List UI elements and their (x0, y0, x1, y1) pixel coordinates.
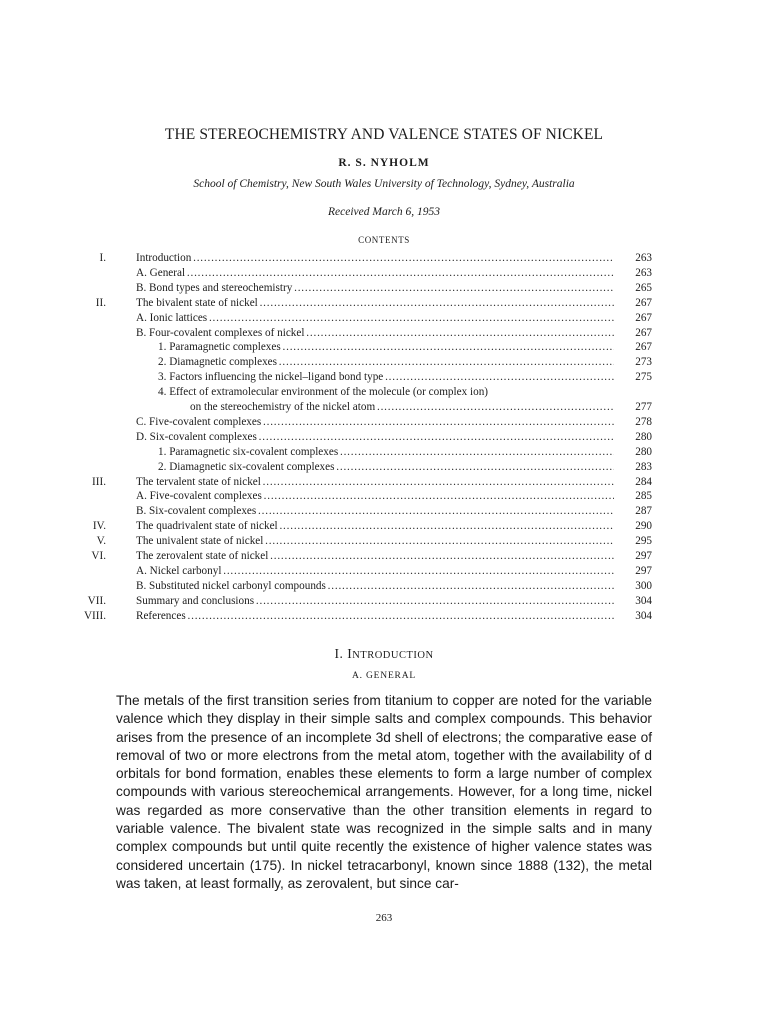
toc-row (0, 519, 768, 534)
toc-row-title: A. Ionic lattices . . . (136, 311, 614, 326)
toc-row-title: 4. Effect of extramolecular environment of the molecule (or complex ion) (158, 386, 489, 399)
contents-heading: CONTENTS (358, 235, 410, 245)
toc-row-page: 265 (635, 281, 652, 294)
toc-row (0, 489, 768, 504)
toc-row (0, 281, 768, 296)
subsection-heading: A. GENERAL (352, 671, 416, 681)
toc-row-title: Summary and conclusions . . . (136, 594, 614, 609)
toc-row-title: B. Bond types and stereochemistry . . . (136, 281, 614, 296)
toc-row-title: B. Six-covalent complexes . . . (136, 504, 614, 519)
toc-row-page: 295 (635, 535, 652, 548)
section-heading: I. INTRODUCTION (334, 646, 434, 661)
page-number: 263 (375, 912, 393, 924)
toc-row (0, 266, 768, 281)
toc-row (0, 534, 768, 549)
toc-row-page: 290 (635, 520, 652, 533)
toc-row-page: 263 (635, 252, 652, 264)
toc-row (0, 549, 768, 564)
toc-row-title: on the stereochemistry of the nickel atom . . . (190, 400, 614, 415)
toc-row-page: 267 (635, 311, 652, 324)
toc-row-page: 280 (635, 430, 652, 443)
toc-row-title: A. General . . . (136, 266, 614, 281)
toc-row (0, 326, 768, 341)
toc-row-page: 297 (635, 564, 652, 577)
toc-row-page: 267 (635, 341, 652, 354)
toc-row (0, 340, 768, 355)
toc-row (0, 355, 768, 370)
toc-row (0, 415, 768, 430)
toc-row (0, 594, 768, 609)
toc-row-title: The bivalent state of nickel . . . (136, 296, 614, 311)
toc-row-title: C. Five-covalent complexes . . . (136, 415, 614, 430)
toc-row-page: 277 (635, 401, 652, 413)
toc-row-title: B. Four-covalent complexes of nickel . . . (136, 326, 614, 341)
toc-row-number: III. (92, 475, 106, 488)
toc-row-title: 2. Diamagnetic six-covalent complexes . . . (158, 460, 614, 475)
toc-row-number: VI. (91, 550, 106, 562)
toc-row-page: 300 (635, 579, 652, 592)
received-date: Received March 6, 1953 (328, 206, 440, 218)
toc-row (0, 370, 768, 385)
toc-row (0, 400, 768, 415)
toc-row-title: The quadrivalent state of nickel . . . (136, 519, 614, 534)
toc-row-page: 267 (635, 296, 652, 309)
author-affiliation: School of Chemistry, New South Wales University of Technology, Sydney, Australia (193, 178, 575, 190)
toc-row-number: VIII. (83, 609, 106, 622)
body-text (116, 692, 652, 893)
toc-row-title: A. Nickel carbonyl . . . (136, 564, 614, 579)
toc-row-title: D. Six-covalent complexes . . . (136, 430, 614, 445)
article-title: THE STEREOCHEMISTRY AND VALENCE STATES OF NICKEL (164, 126, 604, 143)
toc-row (0, 296, 768, 311)
toc-row-title: 1. Paramagnetic six-covalent complexes . . . (158, 445, 614, 460)
toc-row (0, 251, 768, 266)
toc-row-page: 285 (635, 490, 652, 503)
toc-row-title: 2. Diamagnetic complexes . . . (158, 355, 614, 370)
toc-row (0, 430, 768, 445)
toc-row-page: 283 (635, 460, 652, 473)
toc-row-page: 287 (635, 505, 652, 518)
toc-row-title: The zerovalent state of nickel . . . (136, 549, 614, 564)
toc-row-number: II. (95, 296, 106, 309)
toc-row-page: 304 (635, 594, 652, 607)
toc-row-title: 3. Factors influencing the nickel–ligand bond type . . . (158, 370, 614, 385)
toc-row (0, 445, 768, 460)
toc-row-title: References . . . (136, 609, 614, 624)
toc-row-title: 1. Paramagnetic complexes . . . (158, 340, 614, 355)
toc-row-title: The tervalent state of nickel . . . (136, 475, 614, 490)
toc-row-page: 297 (635, 550, 652, 562)
toc-row-number: I. (99, 252, 106, 264)
toc-row (0, 564, 768, 579)
toc-row-page: 263 (635, 266, 652, 279)
body-paragraph: The metals of the first transition series from titanium to copper are noted for the variable valence which they display in their simple salts and complex compounds. This behavior arises from the presence of an incomplete 3d shell of electrons; the comparative ease of removal of two or more electrons from the metal atom, together with the availability of d orbitals for bond formation, enables these elements to form a large number of complex compounds with various stereochemical arrangements. However, for a long time, nickel was regarded as more conservative than the other transition elements in regard to variable valence. The bivalent state was recognized in the simple salts and in many complex compounds but until quite recently the existence of higher valence states was considered uncertain (175). In nickel tetracarbonyl, known since 1888 (132), the metal was taken, at least formally, as zerovalent, but since car- (116, 693, 652, 891)
toc-row-page: 273 (635, 356, 652, 369)
toc-row (0, 385, 768, 400)
author-name: R. S. NYHOLM (338, 157, 430, 169)
toc-row (0, 311, 768, 326)
toc-row-page: 304 (635, 609, 652, 622)
toc-row (0, 504, 768, 519)
toc-row-title: B. Substituted nickel carbonyl compounds . . . (136, 579, 614, 594)
toc-row-page: 275 (635, 371, 652, 384)
toc-row-number: V. (96, 535, 106, 548)
toc-row-page: 267 (635, 326, 652, 339)
toc-row-title: The univalent state of nickel . . . (136, 534, 614, 549)
toc-row-number: VII. (87, 594, 106, 607)
toc-row-number: IV. (92, 520, 106, 533)
toc-row-page: 280 (635, 445, 652, 458)
toc-row (0, 609, 768, 624)
toc-row (0, 475, 768, 490)
toc-row-page: 284 (635, 475, 652, 488)
toc-row-title: A. Five-covalent complexes . . . (136, 489, 614, 504)
toc-row (0, 460, 768, 475)
toc-row-title: Introduction . . . (136, 251, 614, 266)
toc-row (0, 579, 768, 594)
toc-row-page: 278 (635, 415, 652, 428)
